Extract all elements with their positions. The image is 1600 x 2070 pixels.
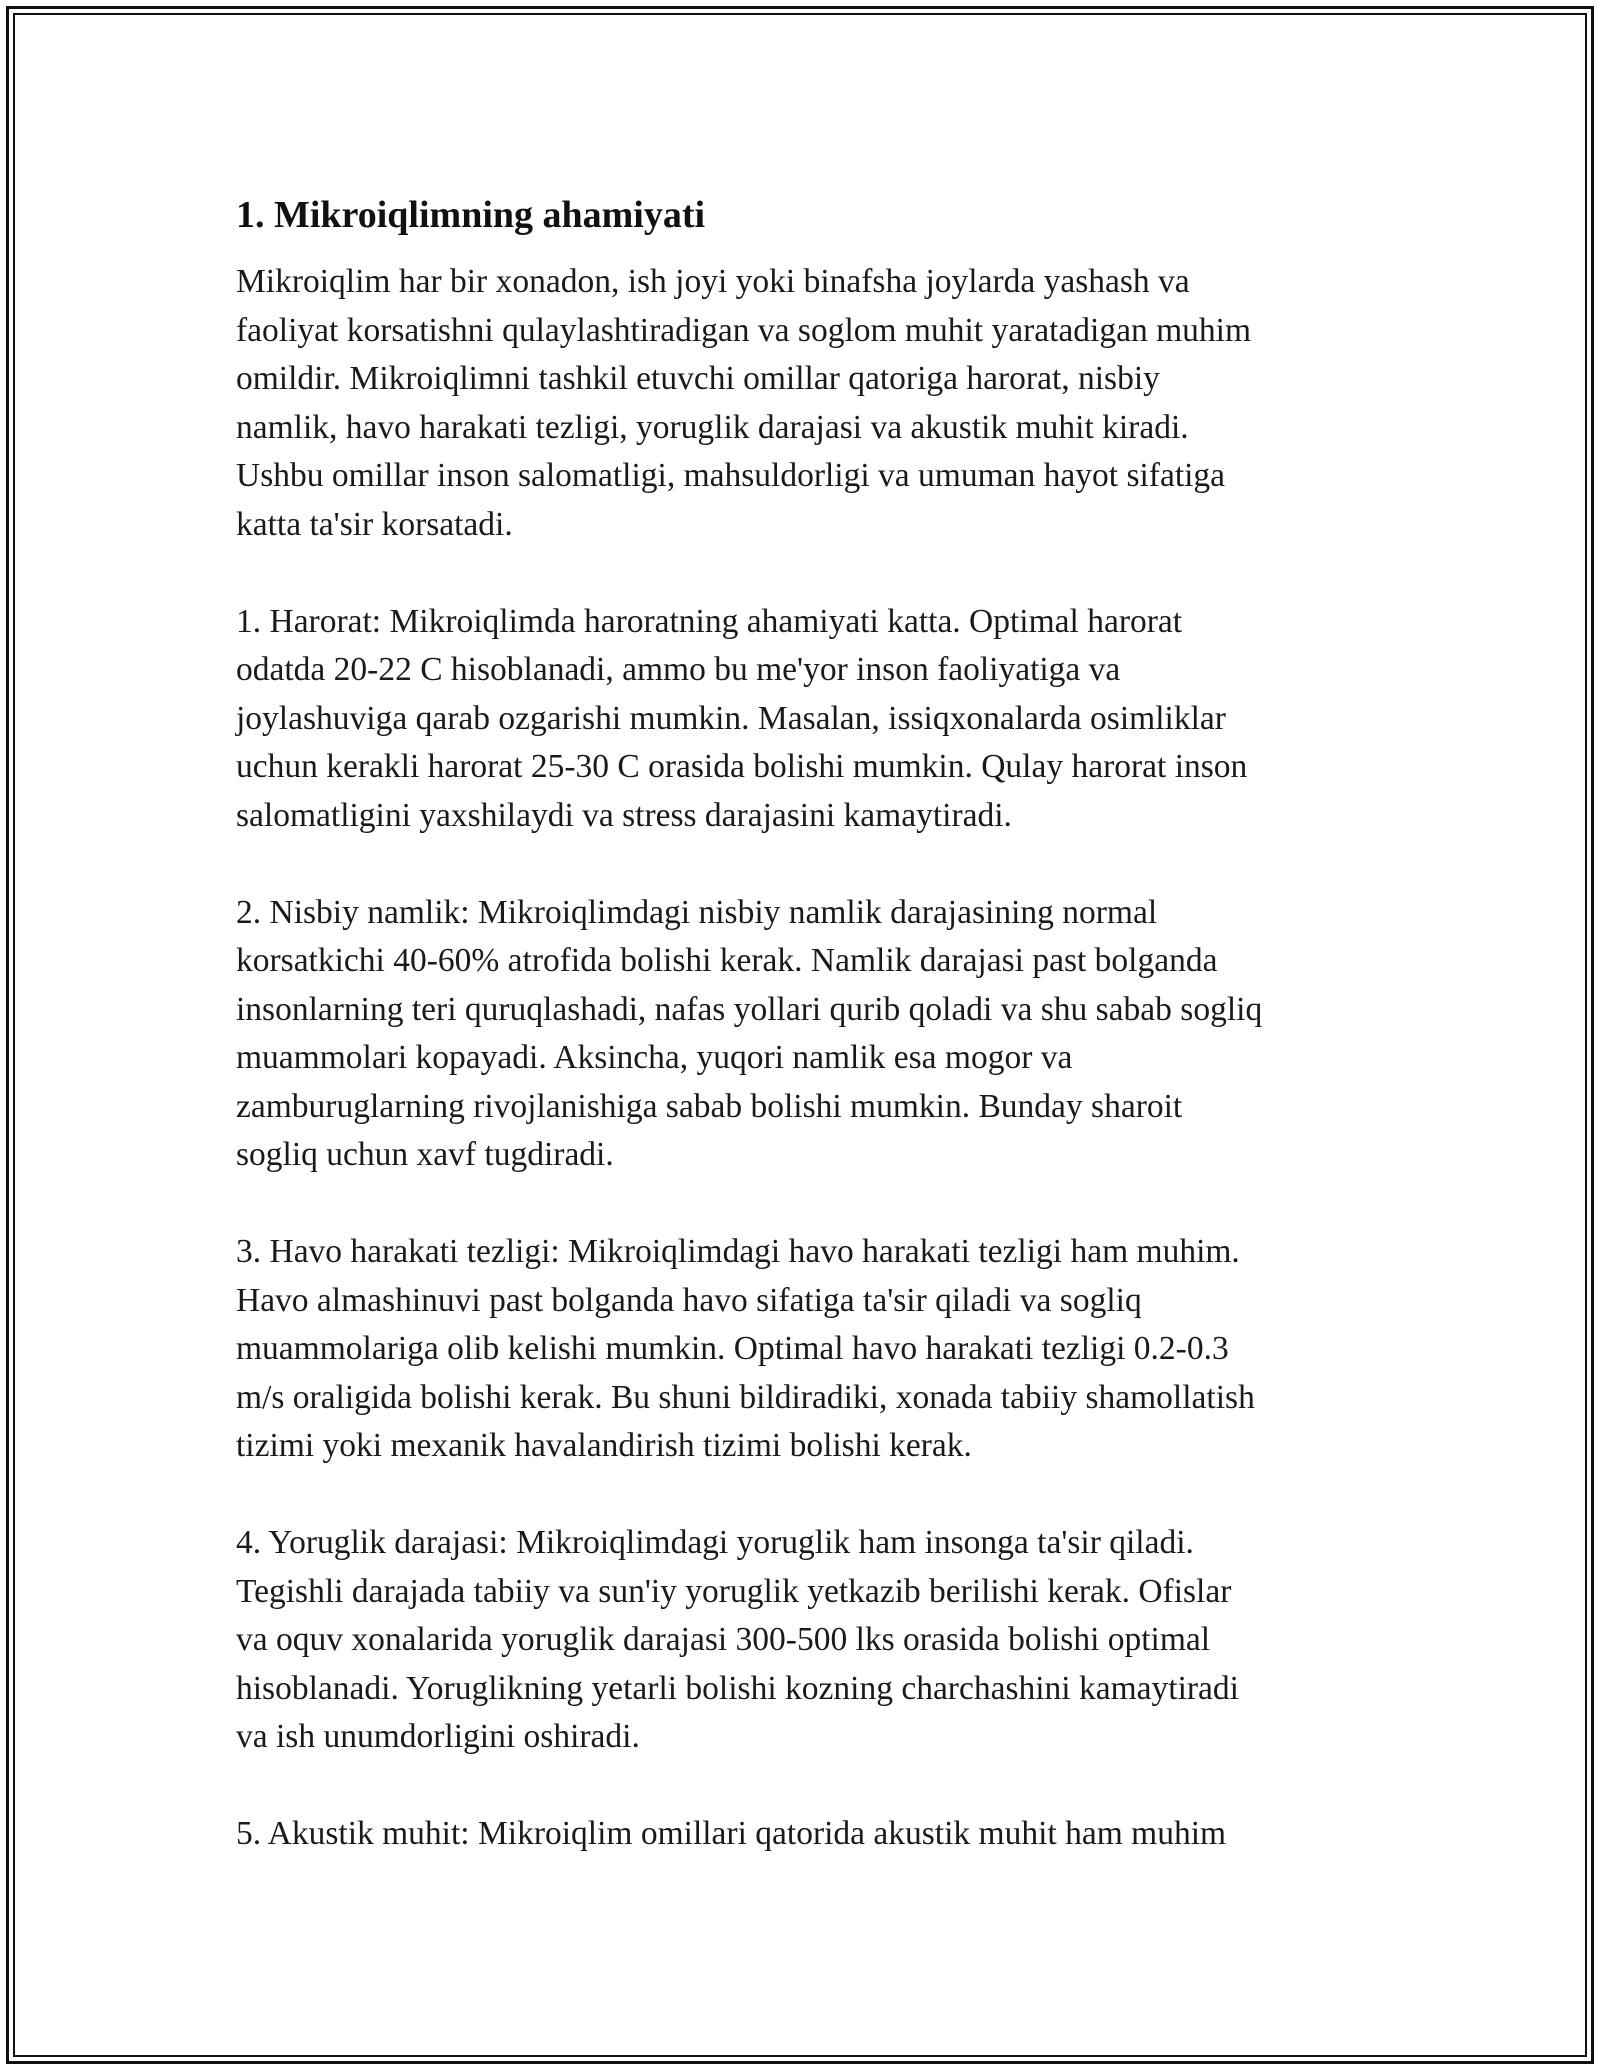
paragraph-akustik-muhit: 5. Akustik muhit: Mikroiqlim omillari qatorida akustik muhit ham muhim	[236, 1815, 1227, 1852]
paragraph-havo-harakati: 3. Havo harakati tezligi: Mikroiqlimdagi havo harakati tezligi ham muhim. Havo almashinuvi past bolganda havo sifatiga ta'sir qiladi va sogliq muammolariga olib kelishi mumkin. Optimal havo harakati tezligi 0.2-0.3 m/s oraligida bolishi kerak. Bu shuni bildiradiki, xonada tabiiy shamollatish tizimi yoki mexanik havalandirish tizimi bolishi kerak.	[236, 1233, 1255, 1464]
document-body	[236, 188, 1376, 1859]
paragraph-yoruglik: 4. Yoruglik darajasi: Mikroiqlimdagi yoruglik ham insonga ta'sir qiladi. Tegishli darajada tabiiy va sun'iy yoruglik yetkazib berilishi kerak. Ofislar va oquv xonalarida yoruglik darajasi 300-500 lks orasida bolishi optimal hisoblanadi. Yoruglikning yetarli bolishi kozning charchashini kamaytiradi va ish unumdorligini oshiradi.	[236, 1524, 1239, 1755]
paragraph-nisbiy-namlik: 2. Nisbiy namlik: Mikroiqlimdagi nisbiy namlik darajasining normal korsatkichi 40-60% atrofida bolishi kerak. Namlik darajasi past bolganda insonlarning teri quruqlashadi, nafas yollari qurib qoladi va shu sabab sogliq muammolari kopayadi. Aksincha, yuqori namlik esa mogor va zamburuglarning rivojlanishiga sabab bolishi mumkin. Bunday sharoit sogliq uchun xavf tugdiradi.	[236, 893, 1263, 1173]
paragraph-intro: Mikroiqlim har bir xonadon, ish joyi yoki binafsha joylarda yashash va faoliyat korsatishni qulaylashtiradigan va soglom muhit yaratadigan muhim omildir. Mikroiqlimni tashkil etuvchi omillar qatoriga harorat, nisbiy namlik, havo harakati tezligi, yoruglik darajasi va akustik muhit kiradi. Ushbu omillar inson salomatligi, mahsuldorligi va umuman hayot sifatiga katta ta'sir korsatadi.	[236, 263, 1252, 543]
document-heading: 1. Mikroiqlimning ahamiyati	[236, 194, 706, 236]
paragraph-harorat: 1. Harorat: Mikroiqlimda haroratning ahamiyati katta. Optimal harorat odatda 20-22 C hisoblanadi, ammo bu me'yor inson faoliyatiga va joylashuviga qarab ozgarishi mumkin. Masalan, issiqxonalarda osimliklar uchun kerakli harorat 25-30 C orasida bolishi mumkin. Qulay harorat inson salomatligini yaxshilaydi va stress darajasini kamaytiradi.	[236, 602, 1248, 834]
